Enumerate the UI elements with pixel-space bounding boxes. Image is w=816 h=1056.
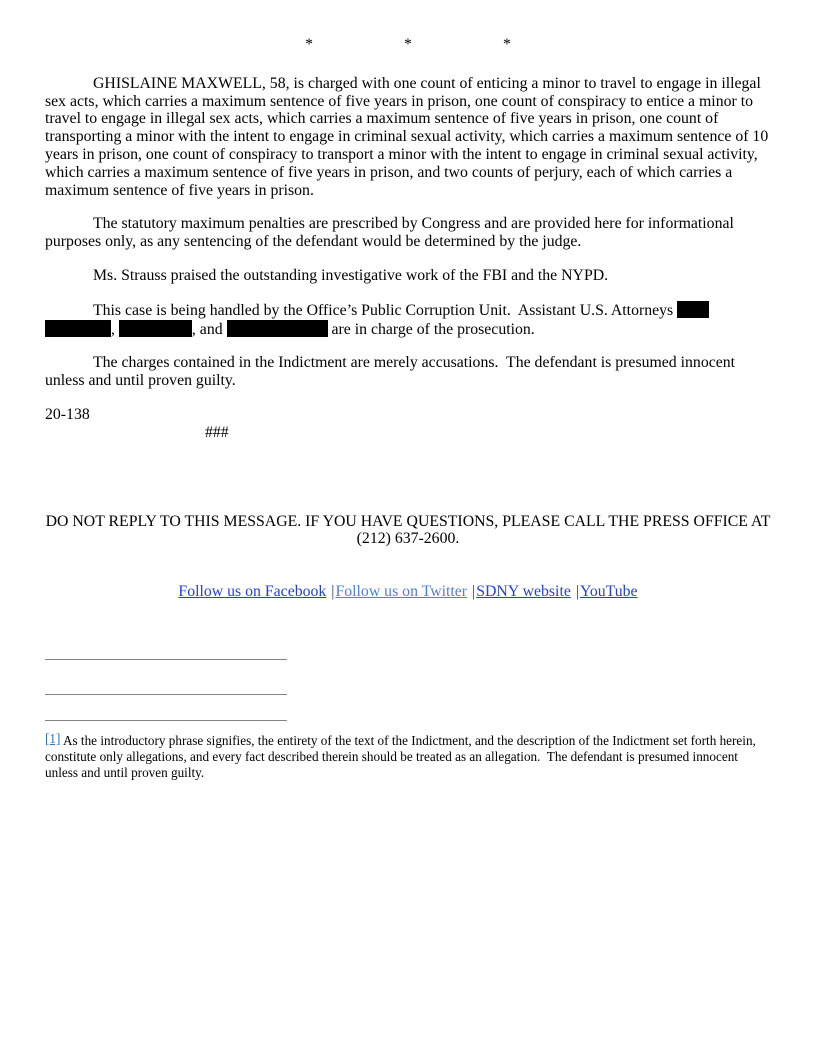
paragraph-statutory-maximum: The statutory maximum penalties are prescribed by Congress and are provided here for informational purposes only, as any sentencing of the defendant would be determined by the judge. [45, 215, 734, 251]
facebook-link[interactable]: Follow us on Facebook [178, 583, 327, 601]
social-links-row [45, 583, 771, 601]
twitter-link[interactable]: Follow us on Twitter [335, 583, 468, 601]
section-separator [45, 36, 771, 54]
paragraph-charges: GHISLAINE MAXWELL, 58, is charged with one count of enticing a minor to travel to engage in illegal sex acts, which carries a maximum sentence of five years in prison, one count of conspiracy to entice a minor to travel to engage in illegal sex acts, which carries a maximum sentence of five years in prison, one count of transporting a minor with the intent to engage in criminal sexual activity, which carries a maximum sentence of 10 years in prison, one count of conspiracy to transport a minor with the intent to engage in criminal sexual activity, which carries a maximum sentence of five years in prison, and two counts of perjury, each of which carries a maximum sentence of five years in prison. [45, 74, 769, 199]
link-separator: | [575, 583, 580, 601]
sdny-website-link[interactable]: SDNY website [476, 583, 571, 601]
footnote-text: As the introductory phrase signifies, the entirety of the text of the Indictment, and the description of the Indictment set forth herein, constitute only allegations, and every fact described therein should be treated as an allegation. The defendant is presumed innocent unless and until proven guilty. [45, 732, 756, 780]
case-handling-separator: , and [191, 320, 227, 338]
case-handling-text: are in charge of the prosecution. [327, 320, 535, 338]
paragraph-presumption-innocent: The charges contained in the Indictment are merely accusations. The defendant is presumed innocent unless and until proven guilty. [45, 354, 736, 390]
case-handling-text: This case is being handled by the Office’s Public Corruption Unit. Assistant U.S. Attorneys [93, 301, 678, 319]
asterisk: * [404, 36, 412, 53]
redacted-attorney-name [45, 320, 111, 337]
link-separator: | [472, 583, 476, 601]
youtube-link[interactable]: YouTube [580, 583, 638, 601]
separator-line [45, 720, 287, 721]
separator-line [45, 659, 287, 660]
redacted-attorney-name [119, 320, 192, 337]
redacted-attorney-name [677, 301, 709, 318]
footnote-marker-link[interactable]: [1] [45, 730, 61, 746]
separator-line [45, 694, 287, 695]
footnote [45, 730, 771, 781]
case-handling-separator: , [111, 320, 119, 338]
end-marker: ### [205, 423, 229, 441]
press-release-number: 20-138 [45, 405, 90, 423]
asterisk: * [305, 36, 314, 53]
link-separator: | [331, 583, 335, 601]
redacted-attorney-name [227, 320, 328, 337]
paragraph-case-handling [45, 301, 771, 339]
do-not-reply-notice: DO NOT REPLY TO THIS MESSAGE. IF YOU HAVE QUESTIONS, PLEASE CALL THE PRESS OFFICE AT (212) 637-2600. [45, 512, 771, 548]
paragraph-strauss-praise: Ms. Strauss praised the outstanding investigative work of the FBI and the NYPD. [93, 266, 609, 284]
asterisk: * [502, 36, 511, 53]
